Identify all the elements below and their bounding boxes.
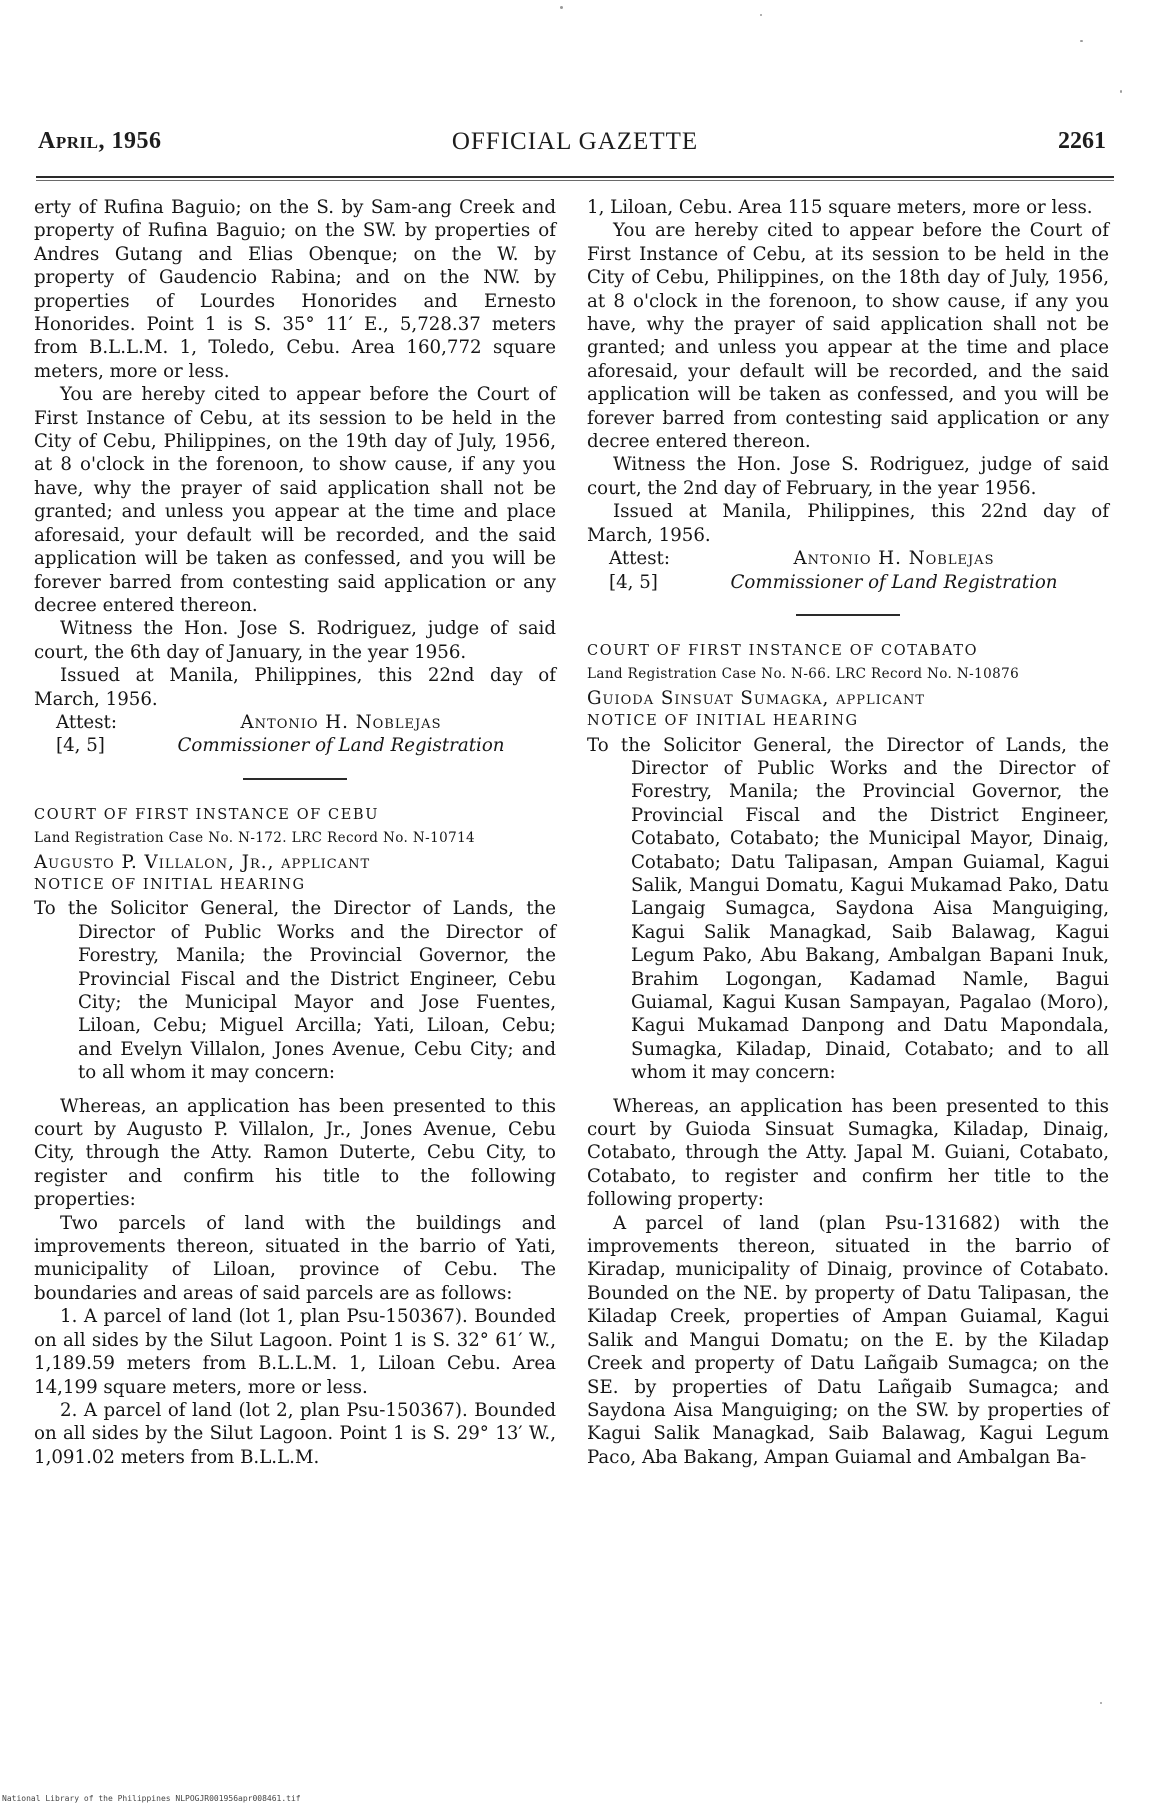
attest-reference: [4, 5]	[609, 571, 658, 593]
parcel-1-paragraph: 1. A parcel of land (lot 1, plan Psu-150367). Bounded on all sides by the Silut Lagoon. Point 1 is S. 32° 61′ W., 1,189.59 meters from B.L.L.M. 1, Liloan Cebu. Area 14,199 square meters, more or less.	[34, 1306, 556, 1398]
left-column	[34, 196, 556, 1469]
case-number: Land Registration Case No. N-172. LRC Record No. N-10714	[34, 830, 476, 847]
parcel-paragraph: A parcel of land (plan Psu-131682) with the improvements thereon, situated in the barrio of Kiradap, municipality of Dinaig, province of Cotabato. Bounded on the NE. by property of Datu Talipasan, the Kiladap Creek, properties of Ampan Guiamal, Kagui Salik and Mangui Domatu; on the E. by the Kiladap Creek and property of Datu Lañgaib Sumagca; on the SE. by properties of Datu Lañgaib Sumagca; and Saydona Aisa Manguiging; on the SW. by properties of Kagui Salik Managkad, Saib Balawag, Kagui Legum Paco, Aba Bakang, Ampan Guiamal and Ambalgan Ba-	[587, 1212, 1109, 1468]
witness-paragraph: Witness the Hon. Jose S. Rodriguez, judge of said court, the 2nd day of February, in the year 1956.	[587, 454, 1109, 499]
scan-speck	[1120, 90, 1122, 93]
citation-paragraph: You are hereby cited to appear before the Court of First Instance of Cebu, at its session to be held in the City of Cebu, Philippines, on the 18th day of July, 1956, at 8 o'clock in the forenoon, to show cause, if any you have, why the prayer of said application shall not be granted; and unless you appear at the time and place aforesaid, your default will be recorded, and the said application will be taken as confessed, and you will be forever barred from contesting said application or any decree entered thereon.	[587, 220, 1109, 453]
attest-line	[587, 547, 1109, 570]
parcel-2-paragraph: 2. A parcel of land (lot 2, plan Psu-150367). Bounded on all sides by the Silut Lagoon. Point 1 is S. 29° 13′ W., 1,091.02 meters from B.L.L.M.	[34, 1399, 556, 1468]
applicant-name: Augusto P. Villalon, Jr., applicant	[34, 851, 371, 873]
continuation-paragraph: 1, Liloan, Cebu. Area 115 square meters, more or less.	[587, 197, 1093, 218]
attest-line	[34, 711, 556, 734]
attest-title: Commissioner of Land Registration	[177, 735, 505, 757]
court-heading: COURT OF FIRST INSTANCE OF CEBU	[34, 806, 380, 823]
scan-speck	[1100, 1702, 1102, 1704]
scan-speck	[760, 14, 762, 16]
header-publication-title: OFFICIAL GAZETTE	[451, 128, 699, 155]
header-rule	[36, 176, 1114, 178]
addressees-paragraph: To the Solicitor General, the Director of Lands, the Director of Public Works and the Director of Forestry, Manila; the Provincial Governor, the Provincial Fiscal and the District Engineer, Cotabato, Cotabato; the Municipal Mayor, Dinaig, Cotabato; Datu Talipasan, Ampan Guiamal, Kagui Salik, Mangui Domatu, Kagui Mukamad Pako, Datu Langaig Sumagca, Saydona Aisa Manguiging, Kagui Salik Managkad, Saib Balawag, Kagui Legum Pako, Abu Bakang, Ambalgan Bapani Inuk, Brahim Logongan, Kadamad Namle, Bagui Guiamal, Kagui Kusan Sampayan, Pagalao (Moro), Kagui Mukamad Danpong and Datu Mapondala, Sumagka, Kiladap, Dinaid, Cotabato; and to all whom it may concern:	[587, 734, 1109, 1084]
scan-speck	[1080, 40, 1083, 42]
applicant-name: Guioda Sinsuat Sumagka, applicant	[587, 687, 926, 709]
whereas-paragraph: Whereas, an application has been presented to this court by Augusto P. Villalon, Jr., Jones Avenue, Cebu City, through the Atty. Ramon Duterte, Cebu City, to register and confirm his title to the following properties:	[34, 1095, 556, 1211]
whereas-paragraph: Whereas, an application has been presented to this court by Guioda Sinsuat Sumagka, Kiladap, Dinaig, Cotabato, through the Atty. Japal M. Guiani, Cotabato, Cotabato, to register and confirm her title to the following property:	[587, 1095, 1109, 1211]
attest-reference: [4, 5]	[56, 735, 105, 757]
section-separator	[243, 778, 347, 780]
header-rule-thin	[36, 180, 1114, 181]
notice-heading: NOTICE OF INITIAL HEARING	[587, 713, 859, 730]
attest-title-line	[34, 734, 556, 757]
header-date: April, 1956	[38, 128, 162, 154]
issued-paragraph: Issued at Manila, Philippines, this 22nd day of March, 1956.	[587, 501, 1109, 546]
court-heading: COURT OF FIRST INSTANCE OF COTABATO	[587, 642, 979, 659]
citation-paragraph: You are hereby cited to appear before the Court of First Instance of Cebu, at its session to be held in the City of Cebu, Philippines, on the 19th day of July, 1956, at 8 o'clock in the forenoon, to show cause, if any you have, why the prayer of said application shall not be granted; and unless you appear at the time and place aforesaid, your default will be recorded, and the said application will be taken as confessed, and you will be forever barred from contesting said application or any decree entered thereon.	[34, 384, 556, 616]
issued-paragraph: Issued at Manila, Philippines, this 22nd day of March, 1956.	[34, 665, 556, 710]
continuation-paragraph: erty of Rufina Baguio; on the S. by Sam-ang Creek and property of Rufina Baguio; on the SW. by properties of Andres Gutang and Elias Obenque; on the W. by property of Gaudencio Rabina; and on the NW. by properties of Lourdes Honorides and Ernesto Honorides. Point 1 is S. 35° 11′ E., 5,728.37 meters from B.L.L.M. 1, Toledo, Cebu. Area 160,772 square meters, more or less.	[34, 197, 556, 382]
section-separator	[796, 614, 900, 616]
attest-name: Antonio H. Noblejas	[240, 711, 442, 733]
attest-label: Attest:	[609, 548, 670, 570]
scan-speck	[560, 6, 563, 9]
addressees-paragraph: To the Solicitor General, the Director of Lands, the Director of Public Works and the Director of Forestry, Manila; the Provincial Governor, the Provincial Fiscal and the District Engineer, Cebu City; the Municipal Mayor and Jose Fuentes, Liloan, Cebu; Miguel Arcilla; Yati, Liloan, Cebu; and Evelyn Villalon, Jones Avenue, Cebu City; and to all whom it may concern:	[34, 898, 556, 1084]
attest-title-line	[587, 571, 1109, 594]
witness-paragraph: Witness the Hon. Jose S. Rodriguez, judge of said court, the 6th day of January, in the year 1956.	[34, 618, 556, 663]
attest-label: Attest:	[56, 711, 117, 733]
case-number: Land Registration Case No. N-66. LRC Record No. N-10876	[587, 666, 1020, 683]
scan-source-footer: National Library of the Philippines NLPOGJR001956apr008461.tif	[2, 1794, 301, 1803]
notice-heading: NOTICE OF INITIAL HEARING	[34, 876, 306, 893]
attest-name: Antonio H. Noblejas	[793, 548, 995, 570]
header-page-number: 2261	[1058, 128, 1106, 154]
parcels-paragraph: Two parcels of land with the buildings and improvements thereon, situated in the barrio of Yati, municipality of Liloan, province of Cebu. The boundaries and areas of said parcels are as follows:	[34, 1212, 556, 1304]
attest-title: Commissioner of Land Registration	[730, 571, 1058, 593]
right-column	[587, 196, 1109, 1469]
